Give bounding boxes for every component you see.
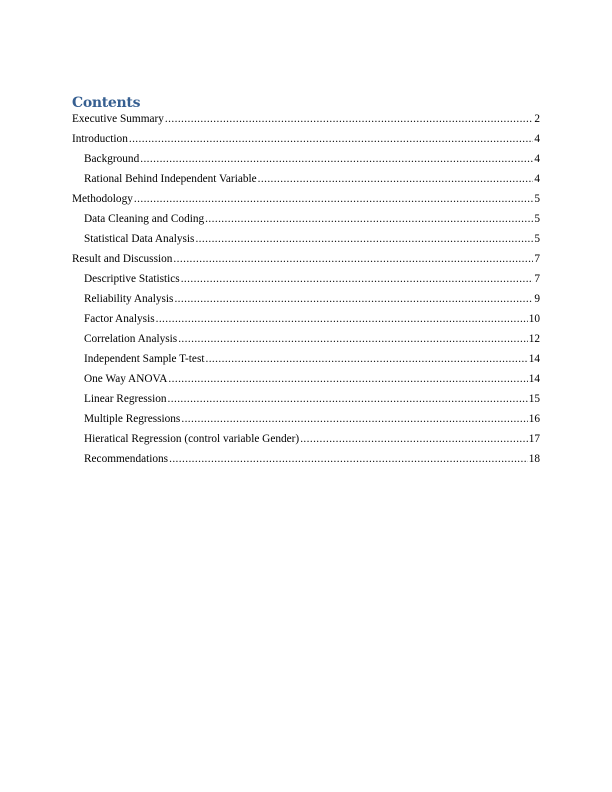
toc-entry-page: 9 [534,293,540,305]
toc-entry-page: 14 [528,373,540,385]
dot-leader [181,273,534,285]
toc-entry-page: 14 [528,353,540,365]
dot-leader [129,133,533,145]
dot-leader [258,173,534,185]
toc-entry-page: 4 [534,133,540,145]
toc-entry-label: Recommendations [84,453,169,465]
toc-entry[interactable] [72,133,540,153]
dot-leader [168,373,527,385]
toc-entry[interactable] [72,433,540,453]
toc-entry-label: Hieratical Regression (control variable Gender) [84,433,300,445]
toc-entry-page: 4 [534,173,540,185]
toc-entry-label: One Way ANOVA [84,373,168,385]
toc-entry-page: 4 [534,153,540,165]
toc-entry-page: 18 [528,453,540,465]
dot-leader [300,433,528,445]
toc-entry-label: Correlation Analysis [84,333,178,345]
toc-entry-label: Statistical Data Analysis [84,233,195,245]
toc-entry[interactable] [72,213,540,233]
toc-entry-label: Rational Behind Independent Variable [84,173,257,185]
dot-leader [205,213,533,225]
toc-entry[interactable] [72,193,540,213]
toc-entry-label: Data Cleaning and Coding [84,213,205,225]
dot-leader [205,353,527,365]
dot-leader [156,313,528,325]
toc-entry-page: 17 [528,433,540,445]
toc-entry-label: Factor Analysis [84,313,155,325]
toc-entry-label: Linear Regression [84,393,167,405]
toc-entry[interactable] [72,273,540,293]
dot-leader [173,253,533,265]
dot-leader [168,393,528,405]
table-of-contents [72,113,540,473]
toc-entry-label: Reliability Analysis [84,293,174,305]
toc-entry[interactable] [72,113,540,133]
toc-entry-page: 12 [528,333,540,345]
toc-entry-label: Independent Sample T-test [84,353,205,365]
toc-entry-page: 5 [534,233,540,245]
dot-leader [195,233,533,245]
toc-entry[interactable] [72,413,540,433]
toc-entry-label: Methodology [72,193,133,205]
toc-entry-page: 5 [534,193,540,205]
toc-entry[interactable] [72,453,540,473]
toc-entry[interactable] [72,393,540,413]
toc-entry-page: 7 [534,273,540,285]
dot-leader [174,293,533,305]
dot-leader [169,453,528,465]
toc-entry-label: Introduction [72,133,128,145]
toc-entry-label: Executive Summary [72,113,164,125]
toc-entry-page: 5 [534,213,540,225]
dot-leader [140,153,533,165]
toc-entry-label: Result and Discussion [72,253,173,265]
toc-entry[interactable] [72,233,540,253]
toc-entry[interactable] [72,293,540,313]
toc-entry-page: 7 [534,253,540,265]
toc-heading: Contents [72,95,141,111]
toc-entry-label: Multiple Regressions [84,413,181,425]
toc-entry-label: Background [84,153,140,165]
toc-entry[interactable] [72,153,540,173]
dot-leader [134,193,533,205]
toc-entry[interactable] [72,173,540,193]
toc-entry-page: 16 [528,413,540,425]
toc-entry[interactable] [72,333,540,353]
dot-leader [165,113,533,125]
toc-entry-page: 2 [534,113,540,125]
dot-leader [178,333,528,345]
dot-leader [181,413,527,425]
toc-entry-page: 10 [528,313,540,325]
toc-entry-label: Descriptive Statistics [84,273,180,285]
toc-entry[interactable] [72,373,540,393]
toc-entry[interactable] [72,313,540,333]
toc-entry[interactable] [72,353,540,373]
toc-entry-page: 15 [528,393,540,405]
toc-entry[interactable] [72,253,540,273]
